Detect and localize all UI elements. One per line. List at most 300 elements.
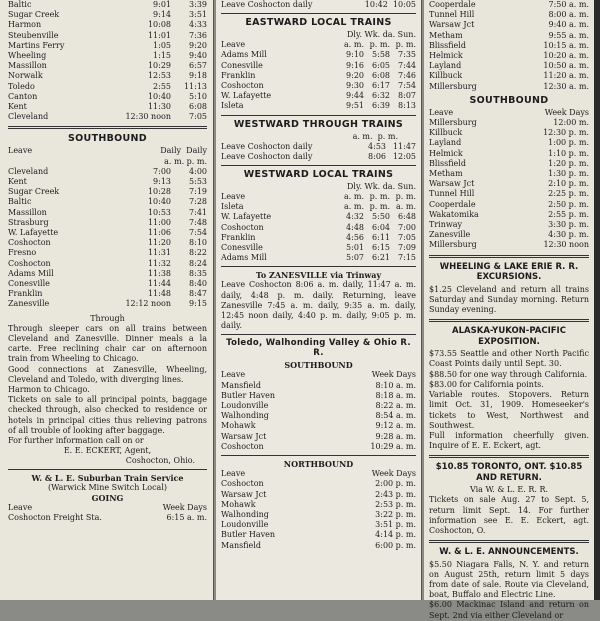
station-name: Sugar Creek bbox=[8, 187, 60, 197]
station-name: Toledo bbox=[8, 81, 35, 91]
time-cell: 7:00 bbox=[398, 222, 416, 232]
table-row bbox=[8, 61, 207, 71]
time-cell: 9:40 bbox=[189, 51, 207, 61]
tw-northbound-heading: NORTHBOUND bbox=[283, 459, 354, 470]
agent-name: E. E. ECKERT, Agent, bbox=[63, 446, 152, 456]
tw-northbound-schedule bbox=[221, 479, 416, 550]
zanesville-heading: To ZANESVILLE via Trinway bbox=[255, 270, 382, 281]
table-row bbox=[221, 510, 416, 520]
southbound-schedule bbox=[8, 167, 207, 310]
note-sleepers: Through sleeper cars on all trains between Cleveland and Zanesville. Dinner meals a la carte. Free reclining chair car on afternoon train from Wheeling to Chicago. bbox=[8, 323, 207, 364]
time-cell: 8:10 a. m. bbox=[375, 380, 416, 390]
header-row: Isleta a. m. p. m. a. m. bbox=[221, 202, 416, 212]
time-cell: 8:40 bbox=[189, 279, 207, 289]
table-row bbox=[221, 61, 416, 71]
time-cell: 6:17 bbox=[372, 81, 390, 91]
page-edge bbox=[594, 0, 600, 600]
table-row bbox=[429, 31, 589, 41]
time-cell: 10:08 bbox=[147, 20, 171, 30]
divider bbox=[221, 165, 416, 166]
time-cell: 4:00 bbox=[189, 166, 207, 176]
time-cell: 8:22 a. m. bbox=[375, 401, 416, 411]
time-cell: 1:00 p. m. bbox=[548, 138, 589, 148]
station-name: Sugar Creek bbox=[8, 10, 60, 20]
time-cell: 9:20 bbox=[189, 40, 207, 50]
column-middle bbox=[216, 0, 422, 600]
table-row bbox=[8, 218, 207, 228]
time-cell: 8:24 bbox=[189, 258, 207, 268]
time-cell: 12:00 m. bbox=[553, 118, 589, 128]
tw-sb-header-row: Leave Week Days bbox=[221, 370, 416, 380]
station-name: Canton bbox=[8, 91, 38, 101]
divider bbox=[429, 455, 589, 458]
table-row bbox=[8, 177, 207, 187]
station-name: Coshocton bbox=[221, 222, 264, 232]
time-cell: 5:01 bbox=[346, 243, 364, 253]
table-row bbox=[8, 51, 207, 61]
table-row bbox=[429, 51, 589, 61]
table-row bbox=[429, 41, 589, 51]
time-cell: 7:54 bbox=[189, 228, 207, 238]
table-row bbox=[8, 102, 207, 112]
time-cell: 10:50 a. m. bbox=[543, 61, 589, 71]
time-cell: 12:12 noon bbox=[125, 299, 171, 309]
ayp-p2: $88.50 for one way through California. bbox=[429, 369, 588, 379]
tw-southbound-schedule bbox=[221, 381, 416, 452]
time-cell: 10:40 bbox=[147, 197, 171, 207]
table-row bbox=[429, 138, 589, 148]
time-cell: 6:08 bbox=[372, 70, 390, 80]
time-cell: 11:20 bbox=[147, 238, 171, 248]
note-info: For further information call on or bbox=[8, 435, 144, 445]
time-cell: 7:28 bbox=[189, 197, 207, 207]
time-cell: 9:30 bbox=[346, 81, 364, 91]
table-row bbox=[221, 541, 416, 551]
tw-nb-header-row: Leave Week Days bbox=[221, 469, 416, 479]
divider bbox=[8, 469, 207, 470]
table-row bbox=[8, 197, 207, 207]
table-row bbox=[221, 500, 416, 510]
station-name: Killbuck bbox=[429, 71, 463, 81]
table-row bbox=[8, 167, 207, 177]
announcement-niagara: $5.50 Niagara Falls, N. Y. and return on August 25th, return limit 5 days from date of sale. Route via Cleveland, boat, Buffalo and Electric Line. bbox=[429, 559, 589, 600]
time-cell: 10:28 bbox=[147, 187, 171, 197]
time-cell: 2:10 p. m. bbox=[548, 179, 589, 189]
station-name: Conesville bbox=[221, 60, 263, 70]
station-name: Blissfield bbox=[429, 40, 466, 50]
station-name: Mansfield bbox=[221, 540, 261, 550]
table-row bbox=[221, 530, 416, 540]
table-row bbox=[221, 243, 416, 253]
station-name: Zanesville bbox=[8, 299, 50, 309]
table-row bbox=[221, 71, 416, 81]
time-cell: 5:50 bbox=[372, 212, 390, 222]
time-cell: 11:00 bbox=[147, 217, 171, 227]
station-name: Massillon bbox=[8, 61, 47, 71]
table-row bbox=[429, 118, 589, 128]
time-cell: 12:30 a. m. bbox=[543, 81, 589, 91]
station-name: Adams Mill bbox=[221, 50, 267, 60]
station-name: Metham bbox=[429, 169, 463, 179]
going-row: Coshocton Freight Sta. 6:15 a. m. bbox=[8, 513, 207, 523]
time-cell: 7:41 bbox=[189, 207, 207, 217]
announcements-heading: W. & L. E. ANNOUNCEMENTS. bbox=[439, 547, 579, 558]
table-row bbox=[429, 210, 589, 220]
station-name: Harmon bbox=[8, 20, 42, 30]
station-name: Strasburg bbox=[8, 217, 49, 227]
station-name: Layland bbox=[429, 61, 462, 71]
station-name: Butler Haven bbox=[221, 530, 276, 540]
time-cell: 3:39 bbox=[189, 0, 207, 9]
time-cell: 5:53 bbox=[189, 177, 207, 187]
time-cell: 8:54 a. m. bbox=[375, 411, 416, 421]
time-cell: 1:20 p. m. bbox=[548, 158, 589, 168]
divider bbox=[429, 255, 589, 258]
ayp-p4: Variable routes. Stopovers. Return limit Oct. 31, 1909. Homeseeker's tickets to West, Northwest and Southwest. bbox=[429, 390, 589, 430]
station-name: Franklin bbox=[221, 232, 256, 242]
table-row bbox=[8, 20, 207, 30]
table-row bbox=[221, 253, 416, 263]
time-cell: 4:33 bbox=[189, 20, 207, 30]
column-right bbox=[424, 0, 594, 620]
table-row bbox=[8, 279, 207, 289]
time-cell: 7:46 bbox=[398, 70, 416, 80]
top-schedule bbox=[429, 0, 589, 92]
table-row bbox=[429, 128, 589, 138]
time-cell: 9:01 bbox=[153, 0, 171, 9]
toronto-text: Tickets on sale Aug. 27 to Sept. 5, return limit Sept. 14. For further information see E. E. Eckert, agt. Coshocton, O. bbox=[429, 495, 589, 535]
table-row bbox=[221, 50, 416, 60]
station-name: Trinway bbox=[429, 220, 463, 230]
table-row bbox=[8, 228, 207, 238]
time-cell: 11:31 bbox=[147, 248, 171, 258]
time-cell: 12:53 bbox=[147, 71, 171, 81]
time-cell: 8:00 a. m. bbox=[548, 10, 589, 20]
westward-through-schedule bbox=[221, 142, 416, 162]
time-cell: 11:32 bbox=[147, 258, 171, 268]
station-name: Coshocton bbox=[221, 81, 264, 91]
station-name: Steubenville bbox=[8, 30, 59, 40]
time-cell: 7:44 bbox=[398, 60, 416, 70]
station-name: Metham bbox=[429, 30, 463, 40]
station-name: Tunnel Hill bbox=[429, 189, 475, 199]
table-row bbox=[221, 233, 416, 243]
time-cell: 4:48 bbox=[346, 222, 364, 232]
station-name: Massillon bbox=[8, 207, 47, 217]
time-cell: 6:08 bbox=[189, 102, 207, 112]
time-cell: 6:04 bbox=[372, 222, 390, 232]
station-name: Coshocton bbox=[8, 258, 51, 268]
time-cell: 9:44 bbox=[346, 91, 364, 101]
southbound-schedule bbox=[429, 118, 589, 251]
table-row bbox=[221, 212, 416, 222]
station-name: Layland bbox=[429, 138, 462, 148]
table-row bbox=[221, 442, 416, 452]
toledo-walhonding-heading: Toledo, Walhonding Valley & Ohio R. R. bbox=[226, 338, 411, 359]
table-row bbox=[8, 238, 207, 248]
ayp-heading: ALASKA-YUKON-PACIFIC EXPOSITION. bbox=[452, 326, 566, 347]
time-cell: 11:44 bbox=[147, 279, 171, 289]
table-row bbox=[8, 82, 207, 92]
time-cell: 9:15 bbox=[189, 299, 207, 309]
time-cell: 8:06 bbox=[368, 151, 386, 161]
going-header-row: Leave Week Days bbox=[8, 503, 207, 513]
time-cell: 8:18 a. m. bbox=[375, 390, 416, 400]
table-row bbox=[221, 391, 416, 401]
time-cell: 1:15 bbox=[153, 51, 171, 61]
tw-southbound-heading: SOUTHBOUND bbox=[284, 360, 353, 371]
time-cell: 7:05 bbox=[398, 232, 416, 242]
station-name: Kent bbox=[8, 102, 27, 112]
table-row bbox=[8, 41, 207, 51]
time-cell: 9:20 bbox=[346, 70, 364, 80]
station-name: Warsaw Jct bbox=[429, 179, 475, 189]
westward-local-schedule bbox=[221, 212, 416, 263]
header-row: Leave a. m. p. m. p. m. bbox=[221, 192, 416, 202]
table-row bbox=[221, 101, 416, 111]
sb-ampm-row: a. m. p. m. bbox=[164, 156, 207, 166]
time-cell: 4:56 bbox=[346, 232, 364, 242]
station-name: Loudonville bbox=[221, 401, 269, 411]
station-name: Mansfield bbox=[221, 380, 261, 390]
time-cell: 8:07 bbox=[398, 91, 416, 101]
table-row bbox=[221, 432, 416, 442]
table-row bbox=[8, 299, 207, 309]
time-cell: 11:48 bbox=[147, 289, 171, 299]
time-cell: 9:51 bbox=[346, 101, 364, 111]
time-cell: 8:10 bbox=[189, 238, 207, 248]
station-name: Franklin bbox=[8, 289, 43, 299]
note-harmon: Harmon to Chicago. bbox=[8, 384, 90, 394]
time-cell: 2:25 p. m. bbox=[548, 189, 589, 199]
station-name: Cooperdale bbox=[429, 0, 476, 9]
time-cell: 2:50 p. m. bbox=[548, 199, 589, 209]
table-row bbox=[429, 159, 589, 169]
table-row bbox=[221, 91, 416, 101]
table-row bbox=[8, 259, 207, 269]
table-row bbox=[429, 230, 589, 240]
table-row bbox=[8, 289, 207, 299]
ayp-p3: $83.00 for California points. bbox=[429, 379, 544, 389]
time-cell: 11:13 bbox=[183, 81, 207, 91]
table-row bbox=[429, 61, 589, 71]
station-name: Helmick bbox=[429, 51, 463, 61]
time-cell: 7:35 bbox=[398, 50, 416, 60]
station-name: Millersburg bbox=[429, 81, 477, 91]
note-tickets: Tickets on sale to all principal points, baggage checked through, also checked to residence or hotels in principal cities thus relieving patrons of all trouble of looking after baggage. bbox=[8, 395, 207, 435]
station-name: Wheeling bbox=[8, 51, 47, 61]
header-row: Leave a. m. p. m. p. m. bbox=[221, 40, 416, 50]
southbound-heading: SOUTHBOUND bbox=[68, 133, 147, 145]
station-name: Leave Coshocton daily bbox=[221, 151, 313, 161]
time-cell: 11:20 a. m. bbox=[543, 71, 589, 81]
station-name: Helmick bbox=[429, 148, 463, 158]
station-name: Blissfield bbox=[429, 158, 466, 168]
station-name: Killbuck bbox=[429, 128, 463, 138]
station-name: Tunnel Hill bbox=[429, 10, 475, 20]
time-cell: 1:10 p. m. bbox=[548, 148, 589, 158]
time-cell: 3:22 p. m. bbox=[375, 509, 416, 519]
time-cell: 9:14 bbox=[153, 10, 171, 20]
time-cell: 9:40 a. m. bbox=[548, 20, 589, 30]
table-row bbox=[429, 0, 589, 10]
table-row bbox=[221, 479, 416, 489]
time-cell: 4:32 bbox=[346, 212, 364, 222]
table-row bbox=[429, 189, 589, 199]
time-cell: 8:35 bbox=[189, 268, 207, 278]
time-cell: 8:13 bbox=[398, 101, 416, 111]
westward-through-ampm: a. m. p. m. bbox=[352, 131, 398, 141]
station-name: Walhonding bbox=[221, 411, 269, 421]
time-cell: 7:19 bbox=[189, 187, 207, 197]
station-name: W. Lafayette bbox=[8, 228, 59, 238]
time-cell: 9:13 bbox=[153, 177, 171, 187]
table-row bbox=[429, 71, 589, 81]
time-cell: 6:32 bbox=[372, 91, 390, 101]
table-row bbox=[221, 401, 416, 411]
time-cell: 6:15 bbox=[372, 243, 390, 253]
eastward-local-schedule bbox=[221, 50, 416, 111]
westward-local-heading: WESTWARD LOCAL TRAINS bbox=[243, 169, 394, 181]
table-row bbox=[221, 411, 416, 421]
station-name: Conesville bbox=[221, 243, 263, 253]
time-cell: 3:51 bbox=[189, 10, 207, 20]
station-name: Leave Coshocton daily bbox=[221, 141, 313, 151]
station-name: Cleveland bbox=[8, 112, 49, 122]
table-row bbox=[221, 520, 416, 530]
table-row bbox=[221, 381, 416, 391]
time-cell: 1:30 p. m. bbox=[548, 169, 589, 179]
divider bbox=[429, 540, 589, 543]
table-row bbox=[429, 179, 589, 189]
table-row bbox=[8, 112, 207, 122]
time-cell: 9:18 bbox=[189, 71, 207, 81]
station-name: Fresno bbox=[8, 248, 37, 258]
time-cell: 11:30 bbox=[147, 102, 171, 112]
time-cell: 7:36 bbox=[189, 30, 207, 40]
time-cell: 9:10 bbox=[346, 50, 364, 60]
table-row bbox=[429, 200, 589, 210]
westward-through-heading: WESTWARD THROUGH TRAINS bbox=[233, 118, 404, 130]
station-name: Adams Mill bbox=[8, 268, 54, 278]
zanesville-text: Leave Coshocton 8:06 a. m. daily, 11:47 a. m. daily, 4:48 p. m. daily. Returning, leave Zanesville 7:45 a. m. daily, 9:35 a. m. daily, 12:45 noon daily, 4:40 p. m. daily, 9:05 p. m. daily. bbox=[221, 280, 416, 331]
time-cell: 6:48 bbox=[398, 212, 416, 222]
station-name: Baltic bbox=[8, 0, 32, 9]
time-cell: 4:53 bbox=[368, 141, 386, 151]
time-cell: 10:15 a. m. bbox=[543, 40, 589, 50]
station-name: Franklin bbox=[221, 70, 256, 80]
time-cell: 11:01 bbox=[147, 30, 171, 40]
table-row bbox=[8, 92, 207, 102]
station-name: Baltic bbox=[8, 197, 32, 207]
table-row bbox=[221, 142, 416, 152]
station-name: Conesville bbox=[8, 279, 50, 289]
table-row bbox=[221, 490, 416, 500]
time-cell: 10:53 bbox=[147, 207, 171, 217]
station-name: Kent bbox=[8, 177, 27, 187]
wle-excursions-text: $1.25 Cleveland and return all trains Saturday and Sunday morning. Return Sunday evening. bbox=[429, 284, 589, 315]
time-cell: 3:30 p. m. bbox=[548, 220, 589, 230]
station-name: Millersburg bbox=[429, 118, 477, 128]
note-connections: Good connections at Zanesville, Wheeling, Cleveland and Toledo, with diverging lines. bbox=[8, 364, 207, 384]
station-name: Martins Ferry bbox=[8, 40, 65, 50]
time-cell: 12:30 noon bbox=[543, 240, 589, 250]
time-cell: 9:55 a. m. bbox=[548, 30, 589, 40]
station-name: Warsaw Jct bbox=[221, 431, 267, 441]
table-row bbox=[429, 82, 589, 92]
table-row bbox=[221, 152, 416, 162]
time-cell: 11:06 bbox=[147, 228, 171, 238]
time-cell: 2:55 bbox=[153, 81, 171, 91]
time-cell: 1:05 bbox=[153, 40, 171, 50]
time-cell: 6:05 bbox=[372, 60, 390, 70]
station-name: Butler Haven bbox=[221, 390, 276, 400]
time-cell: 10:40 bbox=[147, 91, 171, 101]
station-name: Loudonville bbox=[221, 520, 269, 530]
station-name: Mohawk bbox=[221, 421, 256, 431]
time-cell: 2:43 p. m. bbox=[375, 489, 416, 499]
time-cell: 10:29 bbox=[147, 61, 171, 71]
wle-excursions-heading: WHEELING & LAKE ERIE R. R. EXCURSIONS. bbox=[439, 261, 579, 283]
announcement-mackinac: $6.00 Mackinac Island and return on Sept. 2nd via either Cleveland or bbox=[429, 600, 589, 620]
divider bbox=[221, 13, 416, 14]
time-cell: 6:11 bbox=[372, 232, 390, 242]
time-cell: 9:16 bbox=[346, 60, 364, 70]
table-row bbox=[429, 220, 589, 230]
station-name: Warsaw Jct bbox=[429, 20, 475, 30]
station-name: Warsaw Jct bbox=[221, 489, 267, 499]
toronto-heading: $10.85 TORONTO, ONT. $10.85 AND RETURN. bbox=[435, 462, 583, 483]
time-cell: 6:57 bbox=[189, 61, 207, 71]
table-row bbox=[221, 81, 416, 91]
table-row bbox=[8, 10, 207, 20]
table-row bbox=[8, 269, 207, 279]
divider bbox=[221, 334, 416, 335]
divider bbox=[221, 115, 416, 116]
station-name: Coshocton bbox=[221, 441, 264, 451]
southbound-heading: SOUTHBOUND bbox=[469, 94, 549, 106]
top-row: Leave Coshocton daily 10:42 10:05 bbox=[221, 0, 416, 9]
station-name: W. Lafayette bbox=[221, 91, 272, 101]
ayp-p5: Full information cheerfully given. Inquire of E. E. Eckert, agt. bbox=[429, 430, 589, 451]
station-name: Walhonding bbox=[221, 509, 269, 519]
station-name: Wakatomika bbox=[429, 209, 479, 219]
toronto-via: Via W. & L. E. R. R. bbox=[469, 485, 549, 495]
time-cell: 9:12 a. m. bbox=[375, 421, 416, 431]
time-cell: 12:30 p. m. bbox=[543, 128, 589, 138]
time-cell: 6:21 bbox=[372, 253, 390, 263]
time-cell: 10:29 a. m. bbox=[370, 441, 416, 451]
table-row bbox=[221, 223, 416, 233]
station-name: Adams Mill bbox=[221, 253, 267, 263]
time-cell: 7:09 bbox=[398, 243, 416, 253]
time-cell: 12:30 noon bbox=[125, 112, 171, 122]
divider bbox=[429, 319, 589, 322]
divider bbox=[221, 455, 416, 456]
sb-header-row: Leave Daily Daily bbox=[8, 146, 207, 156]
station-name: Cooperdale bbox=[429, 199, 476, 209]
station-name: Cleveland bbox=[8, 166, 49, 176]
table-row bbox=[429, 10, 589, 20]
divider bbox=[221, 266, 416, 267]
time-cell: 7:05 bbox=[189, 112, 207, 122]
westward-local-days: Dly. Wk. da. Sun. bbox=[347, 182, 416, 192]
time-cell: 8:22 bbox=[189, 248, 207, 258]
eastward-local-days: Dly. Wk. da. Sun. bbox=[347, 30, 416, 40]
table-row bbox=[8, 187, 207, 197]
station-name: Norwalk bbox=[8, 71, 43, 81]
time-cell: 7:48 bbox=[189, 217, 207, 227]
